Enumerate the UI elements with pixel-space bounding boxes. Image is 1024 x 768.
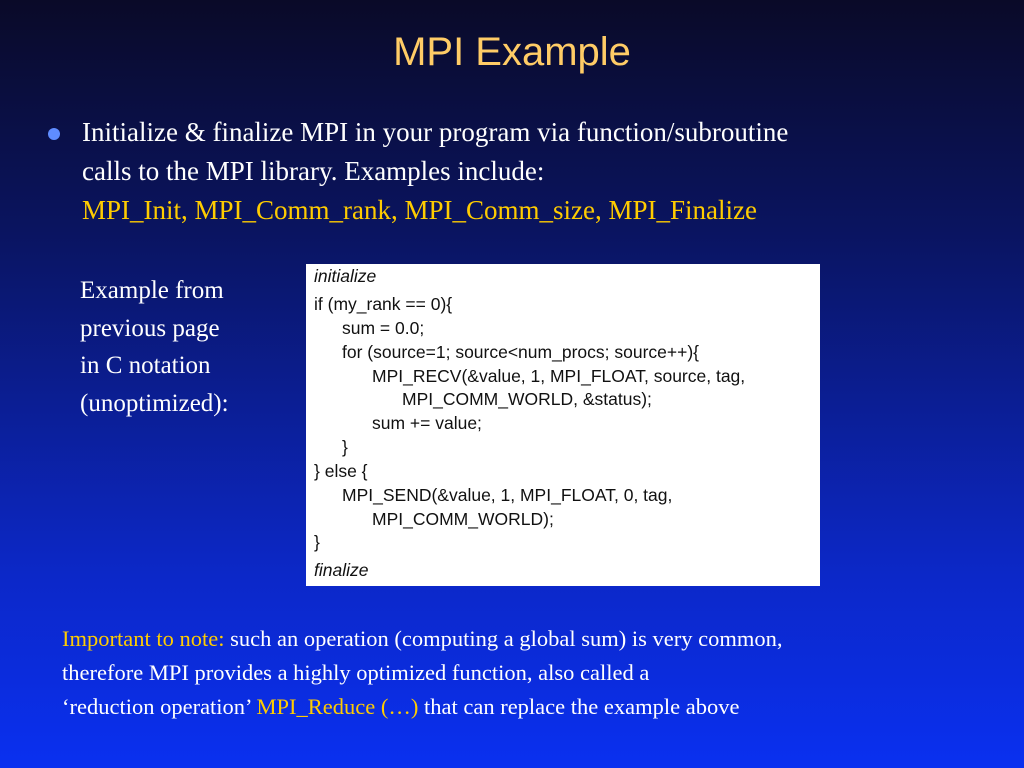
code-line: sum = 0.0;	[342, 318, 425, 338]
code-line-initialize: initialize	[314, 266, 377, 286]
side-caption-line: Example from	[80, 277, 224, 304]
code-line: MPI_RECV(&value, 1, MPI_FLOAT, source, tag,	[372, 366, 746, 386]
bullet-functions: MPI_Init, MPI_Comm_rank, MPI_Comm_size, MPI_Finalize	[82, 195, 757, 225]
code-line: if (my_rank == 0){	[314, 294, 453, 314]
code-line: MPI_COMM_WORLD);	[372, 509, 554, 529]
note-text: ‘reduction operation’	[62, 694, 257, 719]
code-line: }	[314, 532, 320, 552]
note-function: MPI_Reduce (…)	[256, 694, 419, 719]
side-caption	[80, 272, 229, 422]
note-line-3	[62, 690, 1002, 724]
note-text: that can replace the example above	[418, 694, 740, 719]
bullet-line-2: calls to the MPI library. Examples include:	[82, 156, 545, 186]
side-caption-line: previous page	[80, 314, 220, 342]
code-line: sum += value;	[372, 413, 482, 433]
note-label: Important to note:	[62, 626, 225, 651]
code-figure	[306, 264, 820, 586]
code-line: for (source=1; source<num_procs; source++){	[342, 342, 699, 362]
code-line-finalize: finalize	[314, 560, 369, 580]
side-caption-line: (unoptimized):	[80, 389, 229, 417]
important-note	[62, 622, 1002, 724]
note-line-2: therefore MPI provides a highly optimized function, also called a	[62, 660, 650, 685]
bullet-text	[82, 113, 1002, 230]
code-line: MPI_COMM_WORLD, &status);	[402, 389, 652, 409]
note-text: such an operation (computing a global sum) is very common,	[224, 626, 783, 651]
side-caption-line: in C notation	[80, 352, 211, 379]
bullet-dot-icon	[48, 128, 60, 140]
note-line-1	[62, 622, 1002, 656]
code-line: } else {	[314, 461, 368, 481]
slide-title: MPI Example	[393, 30, 631, 74]
bullet-line-1: Initialize & finalize MPI in your program via function/subroutine	[82, 117, 789, 147]
code-line: }	[342, 437, 348, 457]
code-line: MPI_SEND(&value, 1, MPI_FLOAT, 0, tag,	[342, 485, 673, 505]
